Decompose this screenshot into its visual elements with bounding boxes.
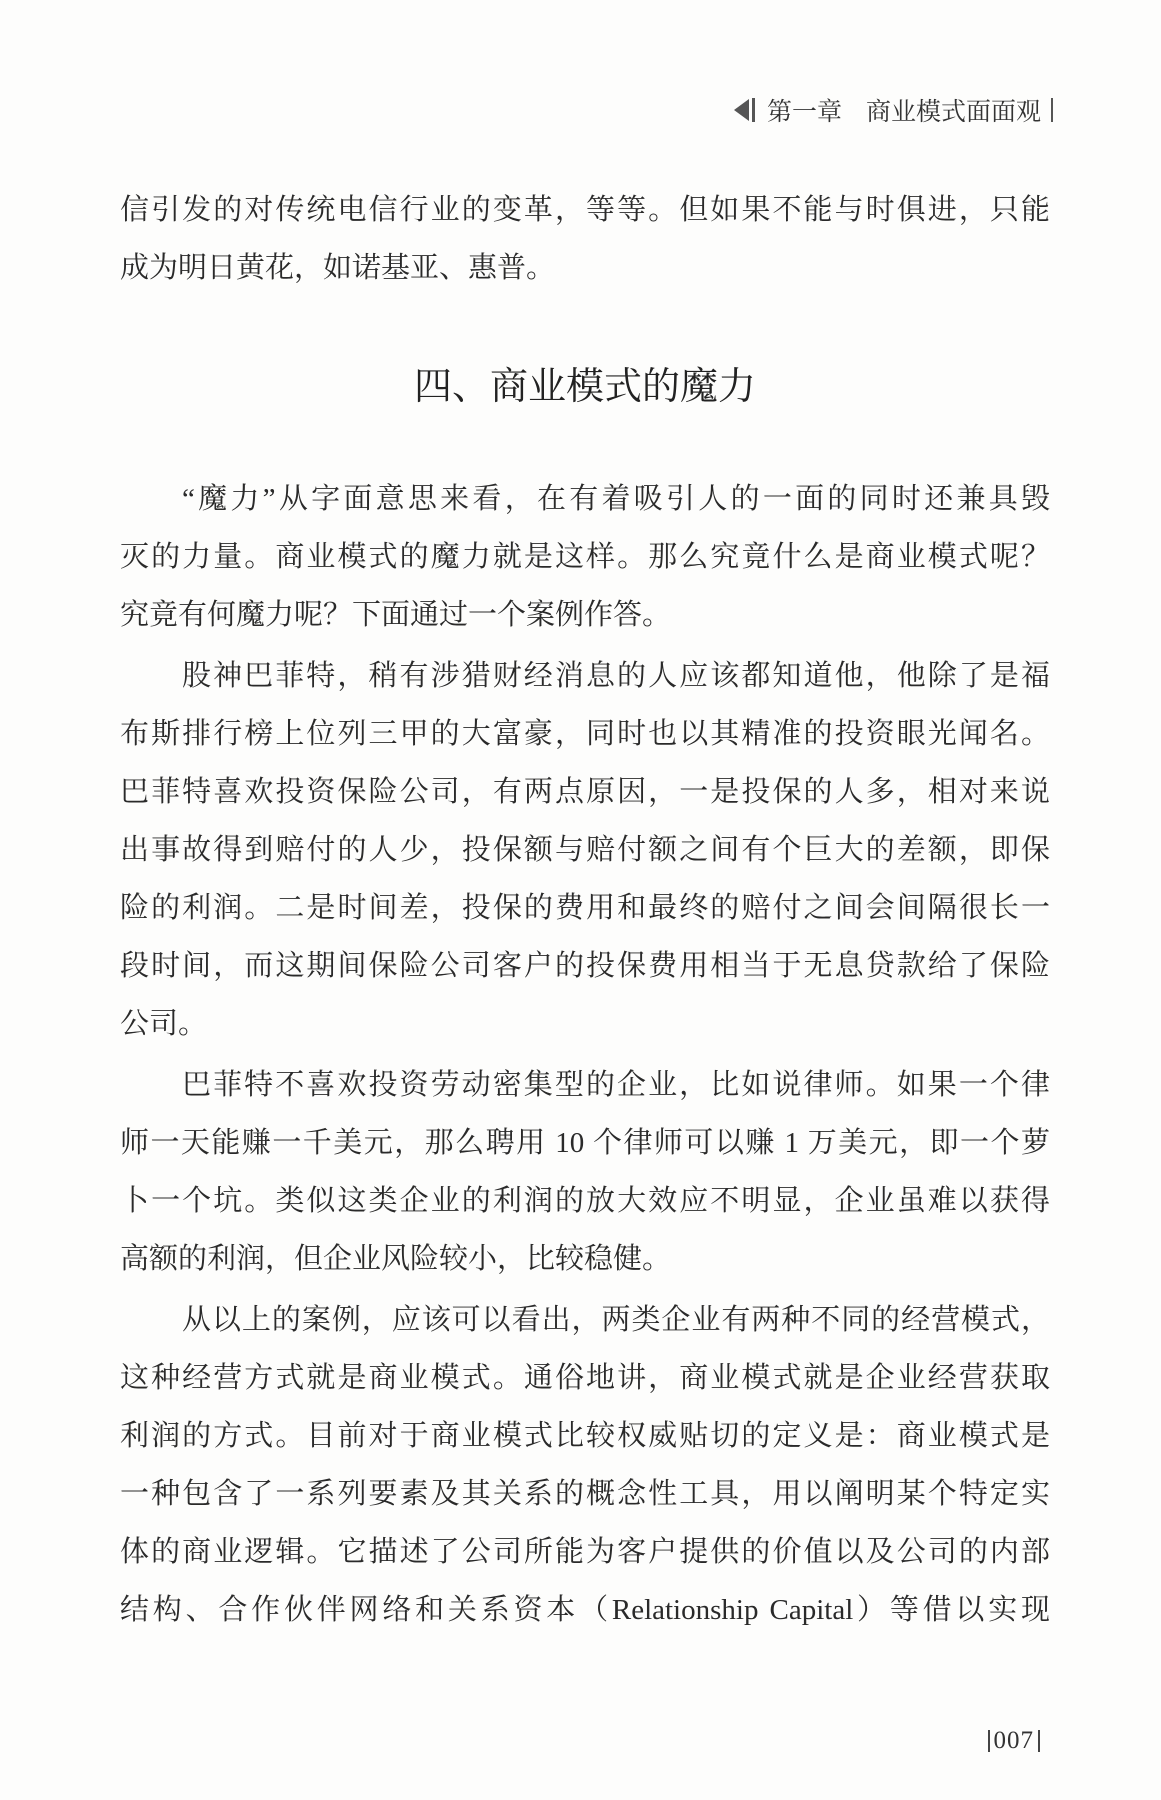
folio-bar-left [988, 1730, 990, 1752]
text-line: 险的利润。二是时间差，投保的费用和最终的赔付之间会间隔很长一 [120, 892, 1050, 924]
text-line: 结构、合作伙伴网络和关系资本（Relationship Capital）等借以实现 [120, 1594, 1050, 1626]
marker-bar [752, 98, 755, 122]
text-line: 段时间，而这期间保险公司客户的投保费用相当于无息贷款给了保险 [120, 950, 1050, 982]
folio-bar-right [1038, 1730, 1040, 1752]
triangle-left-icon [734, 99, 749, 121]
text-line: 信引发的对传统电信行业的变革，等等。但如果不能与时俱进，只能 [120, 194, 1050, 226]
text-line: 这种经营方式就是商业模式。通俗地讲，商业模式就是企业经营获取 [120, 1362, 1050, 1394]
body-text [120, 181, 1050, 1639]
text-line: 成为明日黄花，如诺基亚、惠普。 [120, 252, 556, 284]
paragraph [120, 470, 1050, 644]
chapter-marker-icon [734, 98, 755, 122]
text-line: “魔力”从字面意思来看，在有着吸引人的一面的同时还兼具毁 [182, 483, 1050, 515]
running-header [734, 94, 1053, 126]
text-line: 究竟有何魔力呢？下面通过一个案例作答。 [120, 599, 672, 631]
page-number-text: 007 [993, 1727, 1034, 1754]
paragraph-continuation [120, 181, 1050, 297]
text-line: 一种包含了一系列要素及其关系的概念性工具，用以阐明某个特定实 [120, 1478, 1050, 1510]
text-line: 体的商业逻辑。它描述了公司所能为客户提供的价值以及公司的内部 [120, 1536, 1050, 1568]
text-line: 从以上的案例，应该可以看出，两类企业有两种不同的经营模式， [182, 1304, 1050, 1336]
section-heading: 四、商业模式的魔力 [413, 364, 756, 408]
text-line: 巴菲特不喜欢投资劳动密集型的企业，比如说律师。如果一个律 [182, 1069, 1050, 1101]
text-line: 师一天能赚一千美元，那么聘用 10 个律师可以赚 1 万美元，即一个萝 [120, 1127, 1050, 1159]
text-line: 股神巴菲特，稍有涉猎财经消息的人应该都知道他，他除了是福 [182, 660, 1050, 692]
text-line: 灭的力量。商业模式的魔力就是这样。那么究竟什么是商业模式呢？ [120, 541, 1050, 573]
text-line: 高额的利润，但企业风险较小，比较稳健。 [120, 1243, 672, 1275]
text-line: 公司。 [120, 1008, 208, 1040]
chapter-title: 商业模式面面观 [865, 97, 1041, 126]
page-number [988, 1727, 1041, 1755]
text-line: 卜一个坑。类似这类企业的利润的放大效应不明显，企业虽难以获得 [120, 1185, 1050, 1217]
header-divider [1051, 98, 1053, 122]
chapter-number: 第一章 [766, 97, 842, 126]
paragraph [120, 1291, 1050, 1639]
text-line: 布斯排行榜上位列三甲的大富豪，同时也以其精准的投资眼光闻名。 [120, 718, 1050, 750]
text-line: 利润的方式。目前对于商业模式比较权威贴切的定义是：商业模式是 [120, 1420, 1050, 1452]
text-line: 出事故得到赔付的人少，投保额与赔付额之间有个巨大的差额，即保 [120, 834, 1050, 866]
paragraph [120, 1056, 1050, 1288]
text-line: 巴菲特喜欢投资保险公司，有两点原因，一是投保的人多，相对来说 [120, 776, 1050, 808]
paragraph [120, 647, 1050, 1053]
